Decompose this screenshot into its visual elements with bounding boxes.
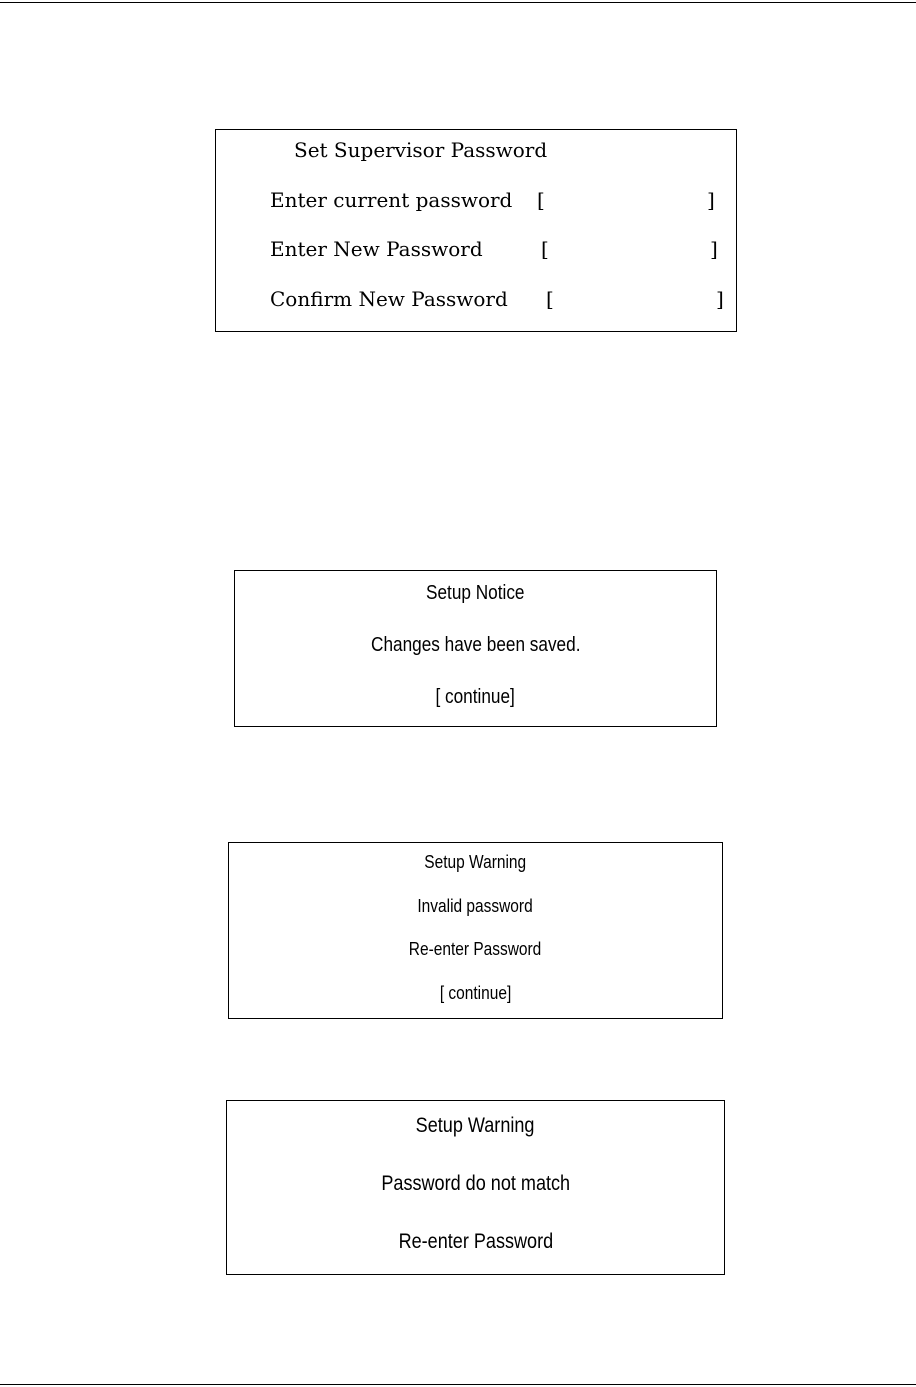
- password-mismatch-warning-dialog: [226, 1100, 725, 1275]
- supervisor-password-dialog: [215, 129, 737, 332]
- new-password-label: Enter New Password: [270, 237, 483, 261]
- dialog-title: Set Supervisor Password: [294, 138, 548, 162]
- confirm-password-open-bracket: [: [546, 287, 554, 311]
- dialog-message: Changes have been saved.: [370, 634, 581, 656]
- confirm-password-close-bracket: ]: [716, 287, 724, 311]
- new-password-close-bracket: ]: [710, 237, 718, 261]
- continue-button[interactable]: [ continue]: [439, 983, 512, 1003]
- current-password-close-bracket: ]: [707, 188, 715, 212]
- dialog-title: Setup Warning: [416, 1114, 535, 1137]
- current-password-open-bracket: [: [537, 188, 545, 212]
- bottom-rule: [0, 1384, 916, 1385]
- invalid-password-warning-dialog: [228, 842, 723, 1019]
- dialog-message: Password do not match: [381, 1172, 570, 1195]
- dialog-prompt: Re-enter Password: [398, 1230, 553, 1253]
- dialog-title: Setup Notice: [426, 582, 525, 604]
- new-password-open-bracket: [: [541, 237, 549, 261]
- dialog-message: Invalid password: [417, 896, 534, 916]
- continue-button[interactable]: [ continue]: [435, 686, 516, 708]
- setup-notice-dialog: [234, 570, 717, 727]
- current-password-label: Enter current password: [270, 188, 513, 212]
- dialog-title: Setup Warning: [424, 852, 527, 872]
- top-rule: [0, 2, 916, 3]
- confirm-password-label: Confirm New Password: [270, 287, 508, 311]
- dialog-prompt: Re-enter Password: [409, 939, 542, 959]
